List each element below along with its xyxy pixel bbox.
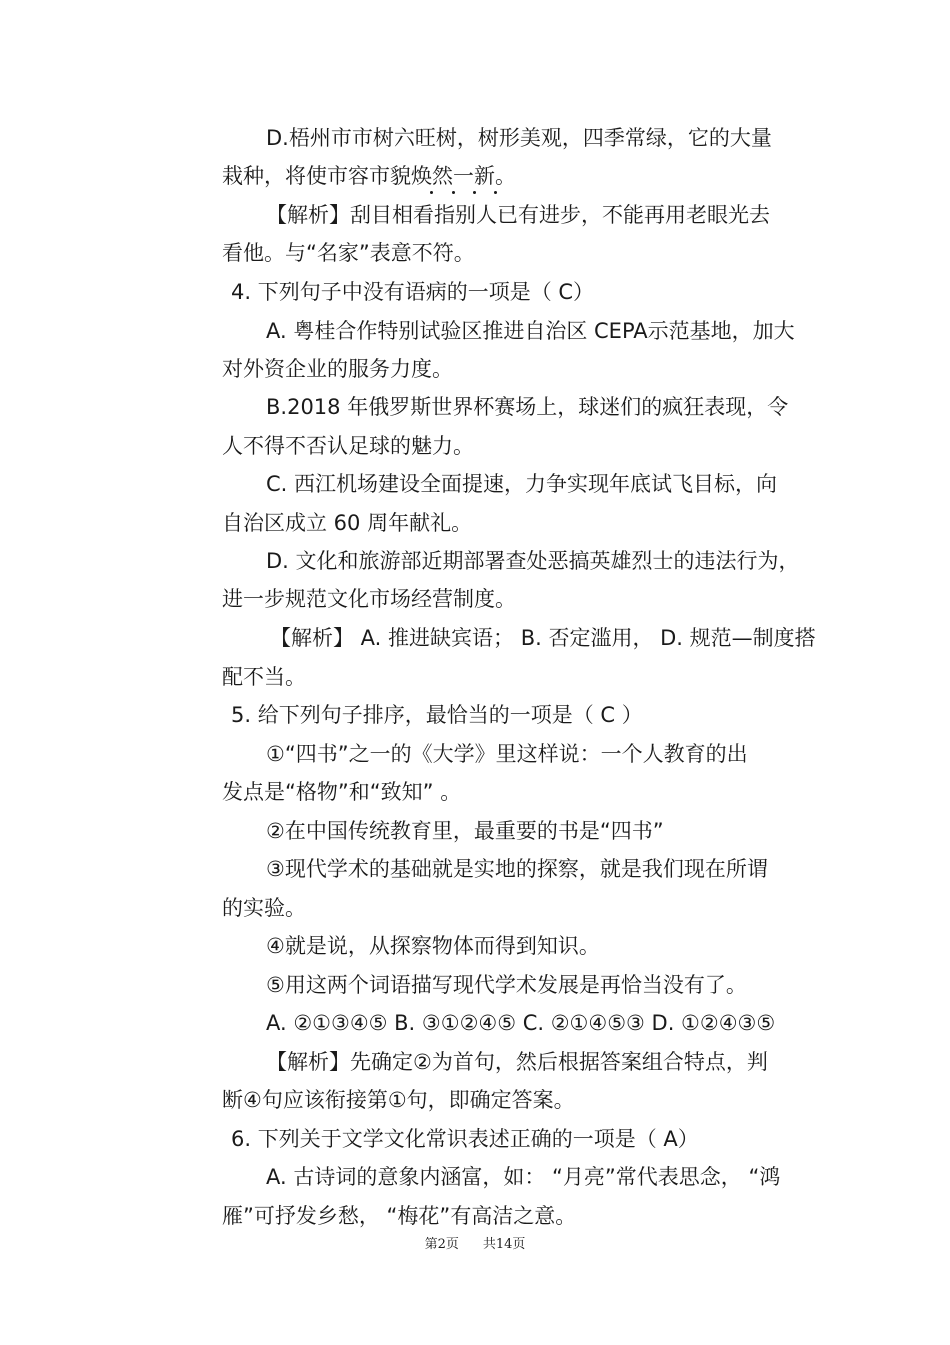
question-6: 6. 下列关于文学文化常识表述正确的一项是（ A）: [231, 1127, 699, 1151]
sentence-3-cont: 的实验。: [222, 896, 306, 920]
emphasis-dots: [430, 191, 510, 199]
analysis-line: 【解析】 A. 推进缺宾语； B. 否定滥用， D. 规范—制度搭: [270, 626, 816, 650]
analysis-line: 【解析】先确定②为首句，然后根据答案组合特点，判: [266, 1050, 768, 1074]
option-a-cont: 雁”可抒发乡愁， “梅花”有高洁之意。: [222, 1204, 577, 1228]
answer-options: A. ②①③④⑤ B. ③①②④⑤ C. ②①④⑤③ D. ①②④③⑤: [266, 1011, 776, 1035]
text-line: 栽种，将使市容市貌焕然一新。: [222, 164, 516, 188]
text-line: D.梧州市市树六旺树，树形美观，四季常绿，它的大量: [266, 126, 772, 150]
sentence-5: ⑤用这两个词语描写现代学术发展是再恰当没有了。: [266, 973, 747, 997]
option-c-cont: 自治区成立 60 周年献礼。: [222, 511, 473, 535]
question-5: 5. 给下列句子排序，最恰当的一项是（ C ）: [231, 703, 643, 727]
sentence-4: ④就是说，从探察物体而得到知识。: [266, 934, 600, 958]
option-b-cont: 人不得不否认足球的魅力。: [222, 434, 474, 458]
option-a: A. 古诗词的意象内涵富，如： “月亮”常代表思念， “鸿: [266, 1165, 781, 1189]
analysis-line: 断④句应该衔接第①句，即确定答案。: [222, 1088, 575, 1112]
sentence-3: ③现代学术的基础就是实地的探察，就是我们现在所谓: [266, 857, 768, 881]
option-a-cont: 对外资企业的服务力度。: [222, 357, 453, 381]
page-total: 共14页: [482, 1237, 526, 1252]
option-c: C. 西江机场建设全面提速，力争实现年底试飞目标，向: [266, 472, 778, 496]
sentence-2: ②在中国传统教育里，最重要的书是“四书”: [266, 819, 664, 843]
option-d: D. 文化和旅游部近期部署查处恶搞英雄烈士的违法行为，: [266, 549, 800, 573]
question-4: 4. 下列句子中没有语病的一项是（ C）: [231, 280, 595, 304]
option-a: A. 粤桂合作特别试验区推进自治区 CEPA示范基地，加大: [266, 319, 795, 343]
sentence-1: ①“四书”之一的《大学》里这样说：一个人教育的出: [266, 742, 748, 766]
sentence-1-cont: 发点是“格物”和“致知” 。: [222, 780, 462, 804]
analysis-line: 看他。与“名家”表意不符。: [222, 241, 475, 265]
page-number: 第2页: [424, 1237, 459, 1252]
analysis-line: 配不当。: [222, 665, 306, 689]
option-d-cont: 进一步规范文化市场经营制度。: [222, 587, 516, 611]
option-b: B.2018 年俄罗斯世界杯赛场上，球迷们的疯狂表现，令: [266, 395, 789, 419]
analysis-line: 【解析】刮目相看指别人已有进步，不能再用老眼光去: [266, 203, 770, 227]
page-footer: [0, 1233, 950, 1252]
